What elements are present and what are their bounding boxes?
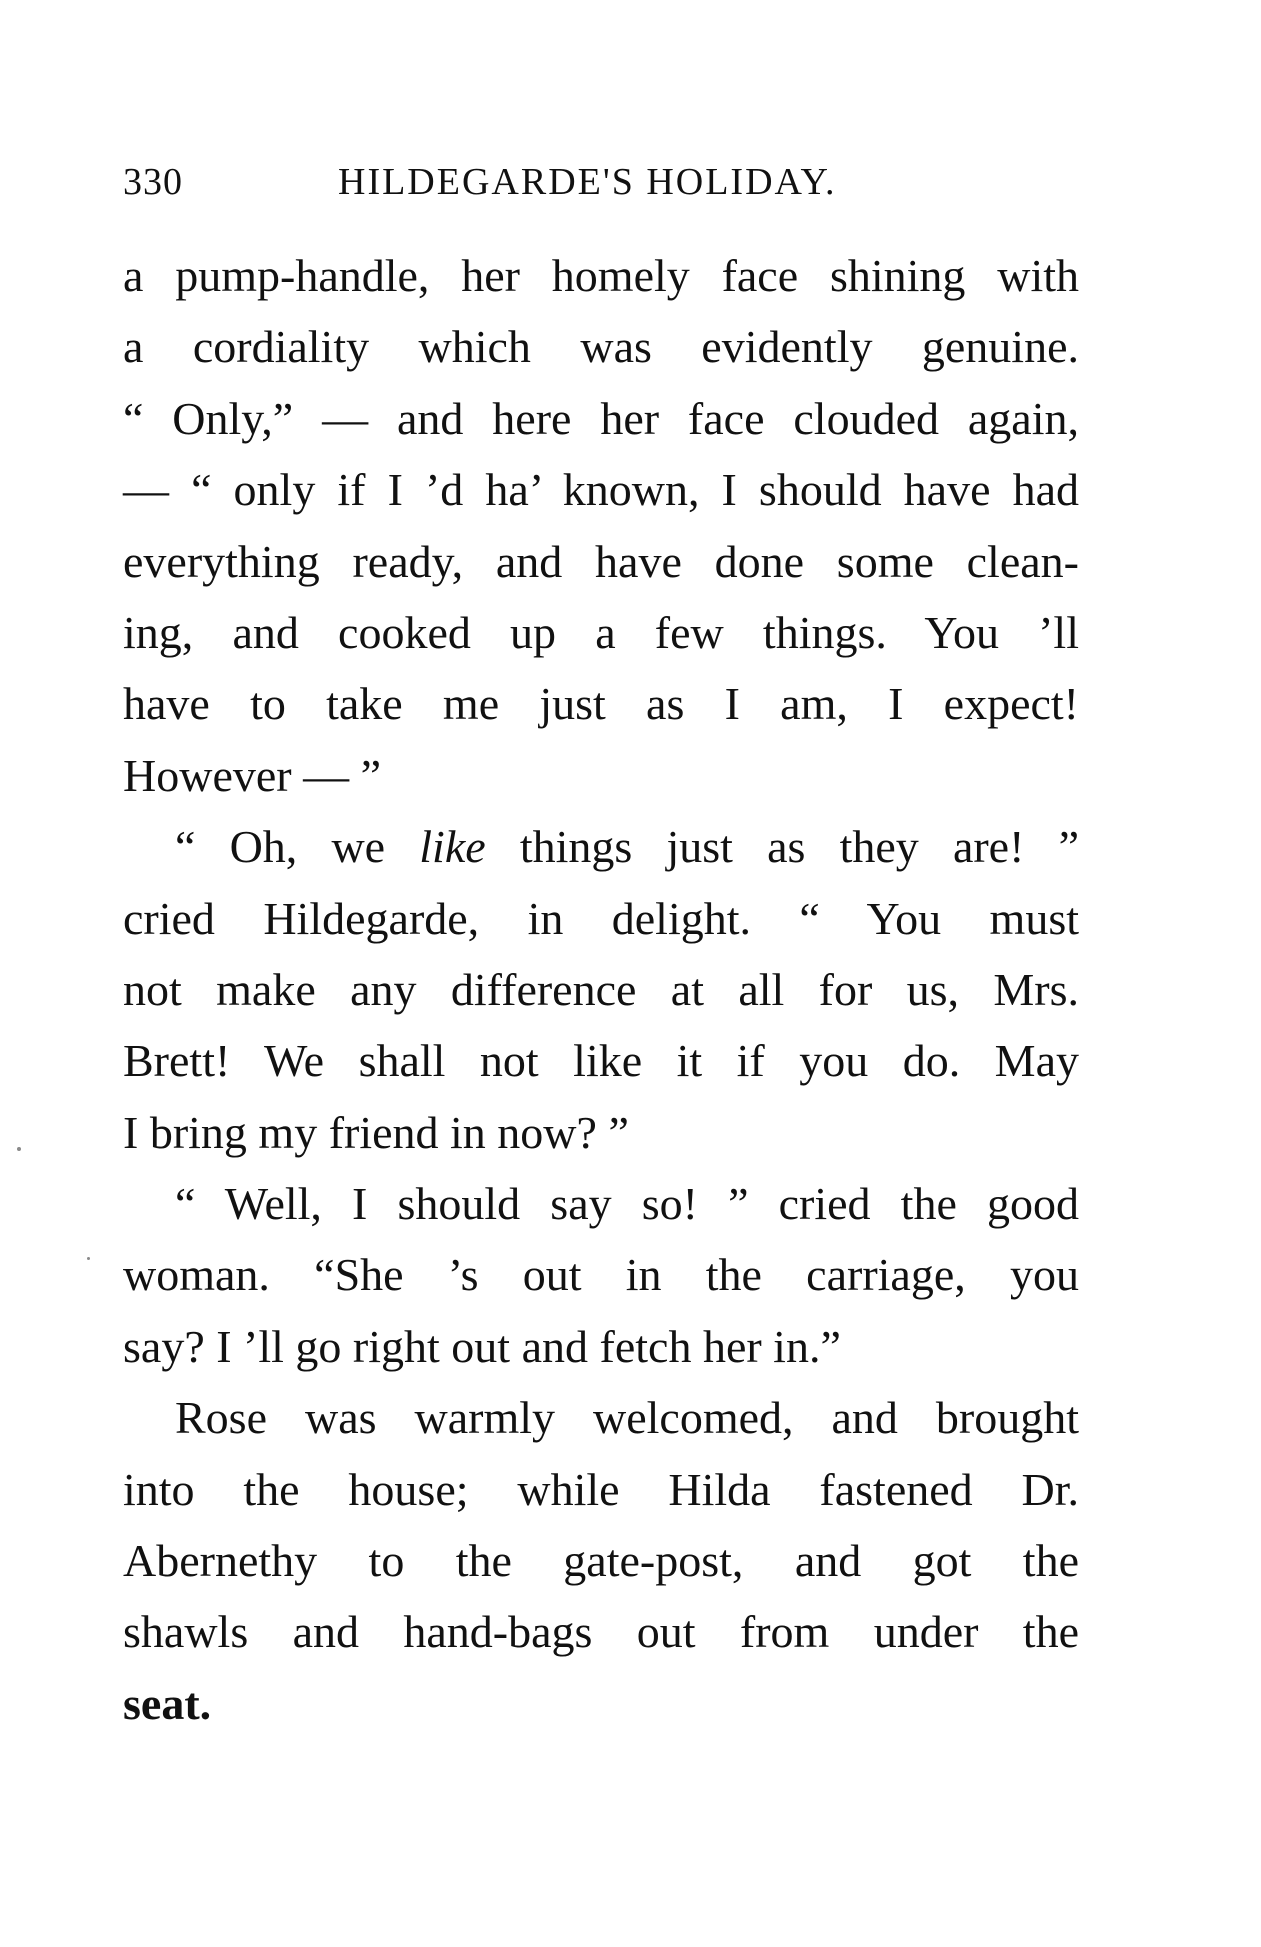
text-line: Rose was warmly welcomed, and brought xyxy=(175,1392,1079,1444)
text-line-emphasis xyxy=(123,811,1079,882)
text-fragment: “ Oh, we xyxy=(175,821,420,873)
text-line: cried Hildegarde, in delight. “ You must xyxy=(123,892,1079,944)
page-number: 330 xyxy=(123,161,183,203)
running-head xyxy=(123,160,1083,220)
text-line: woman. “She ’s out in the carriage, you xyxy=(123,1249,1079,1301)
text-line: into the house; while Hilda fastened Dr. xyxy=(123,1463,1079,1515)
text-line: ing, and cooked up a few things. You ’ll xyxy=(123,606,1079,658)
text-line: have to take me just as I am, I expect! xyxy=(123,678,1079,730)
print-speck xyxy=(87,1257,90,1260)
text-line: Abernethy to the gate-post, and got the xyxy=(123,1535,1079,1587)
text-line: seat. xyxy=(123,1677,212,1729)
text-line: — “ only if I ’d ha’ known, I should have had xyxy=(123,464,1079,516)
text-line: However — ” xyxy=(123,749,382,801)
text-line: a pump-handle, her homely face shining with xyxy=(123,250,1079,301)
body-text xyxy=(123,240,1079,1739)
text-line: not make any difference at all for us, Mrs. xyxy=(123,963,1079,1015)
text-line: say? I ’ll go right out and fetch her in.” xyxy=(123,1320,841,1372)
text-line: a cordiality which was evidently genuine. xyxy=(123,321,1079,373)
text-line: “ Only,” — and here her face clouded again, xyxy=(123,392,1079,444)
text-fragment: things just as they are! ” xyxy=(485,821,1080,873)
text-line: “ Well, I should say so! ” cried the good xyxy=(175,1178,1079,1230)
italic-word: like xyxy=(419,821,486,873)
text-line: shawls and hand-bags out from under the xyxy=(123,1606,1079,1658)
text-line: everything ready, and have done some clean- xyxy=(123,535,1079,587)
text-line: Brett! We shall not like it if you do. May xyxy=(123,1035,1079,1087)
print-speck xyxy=(17,1147,21,1151)
running-title: HILDEGARDE'S HOLIDAY. xyxy=(338,161,837,203)
text-line: I bring my friend in now? ” xyxy=(123,1106,629,1158)
